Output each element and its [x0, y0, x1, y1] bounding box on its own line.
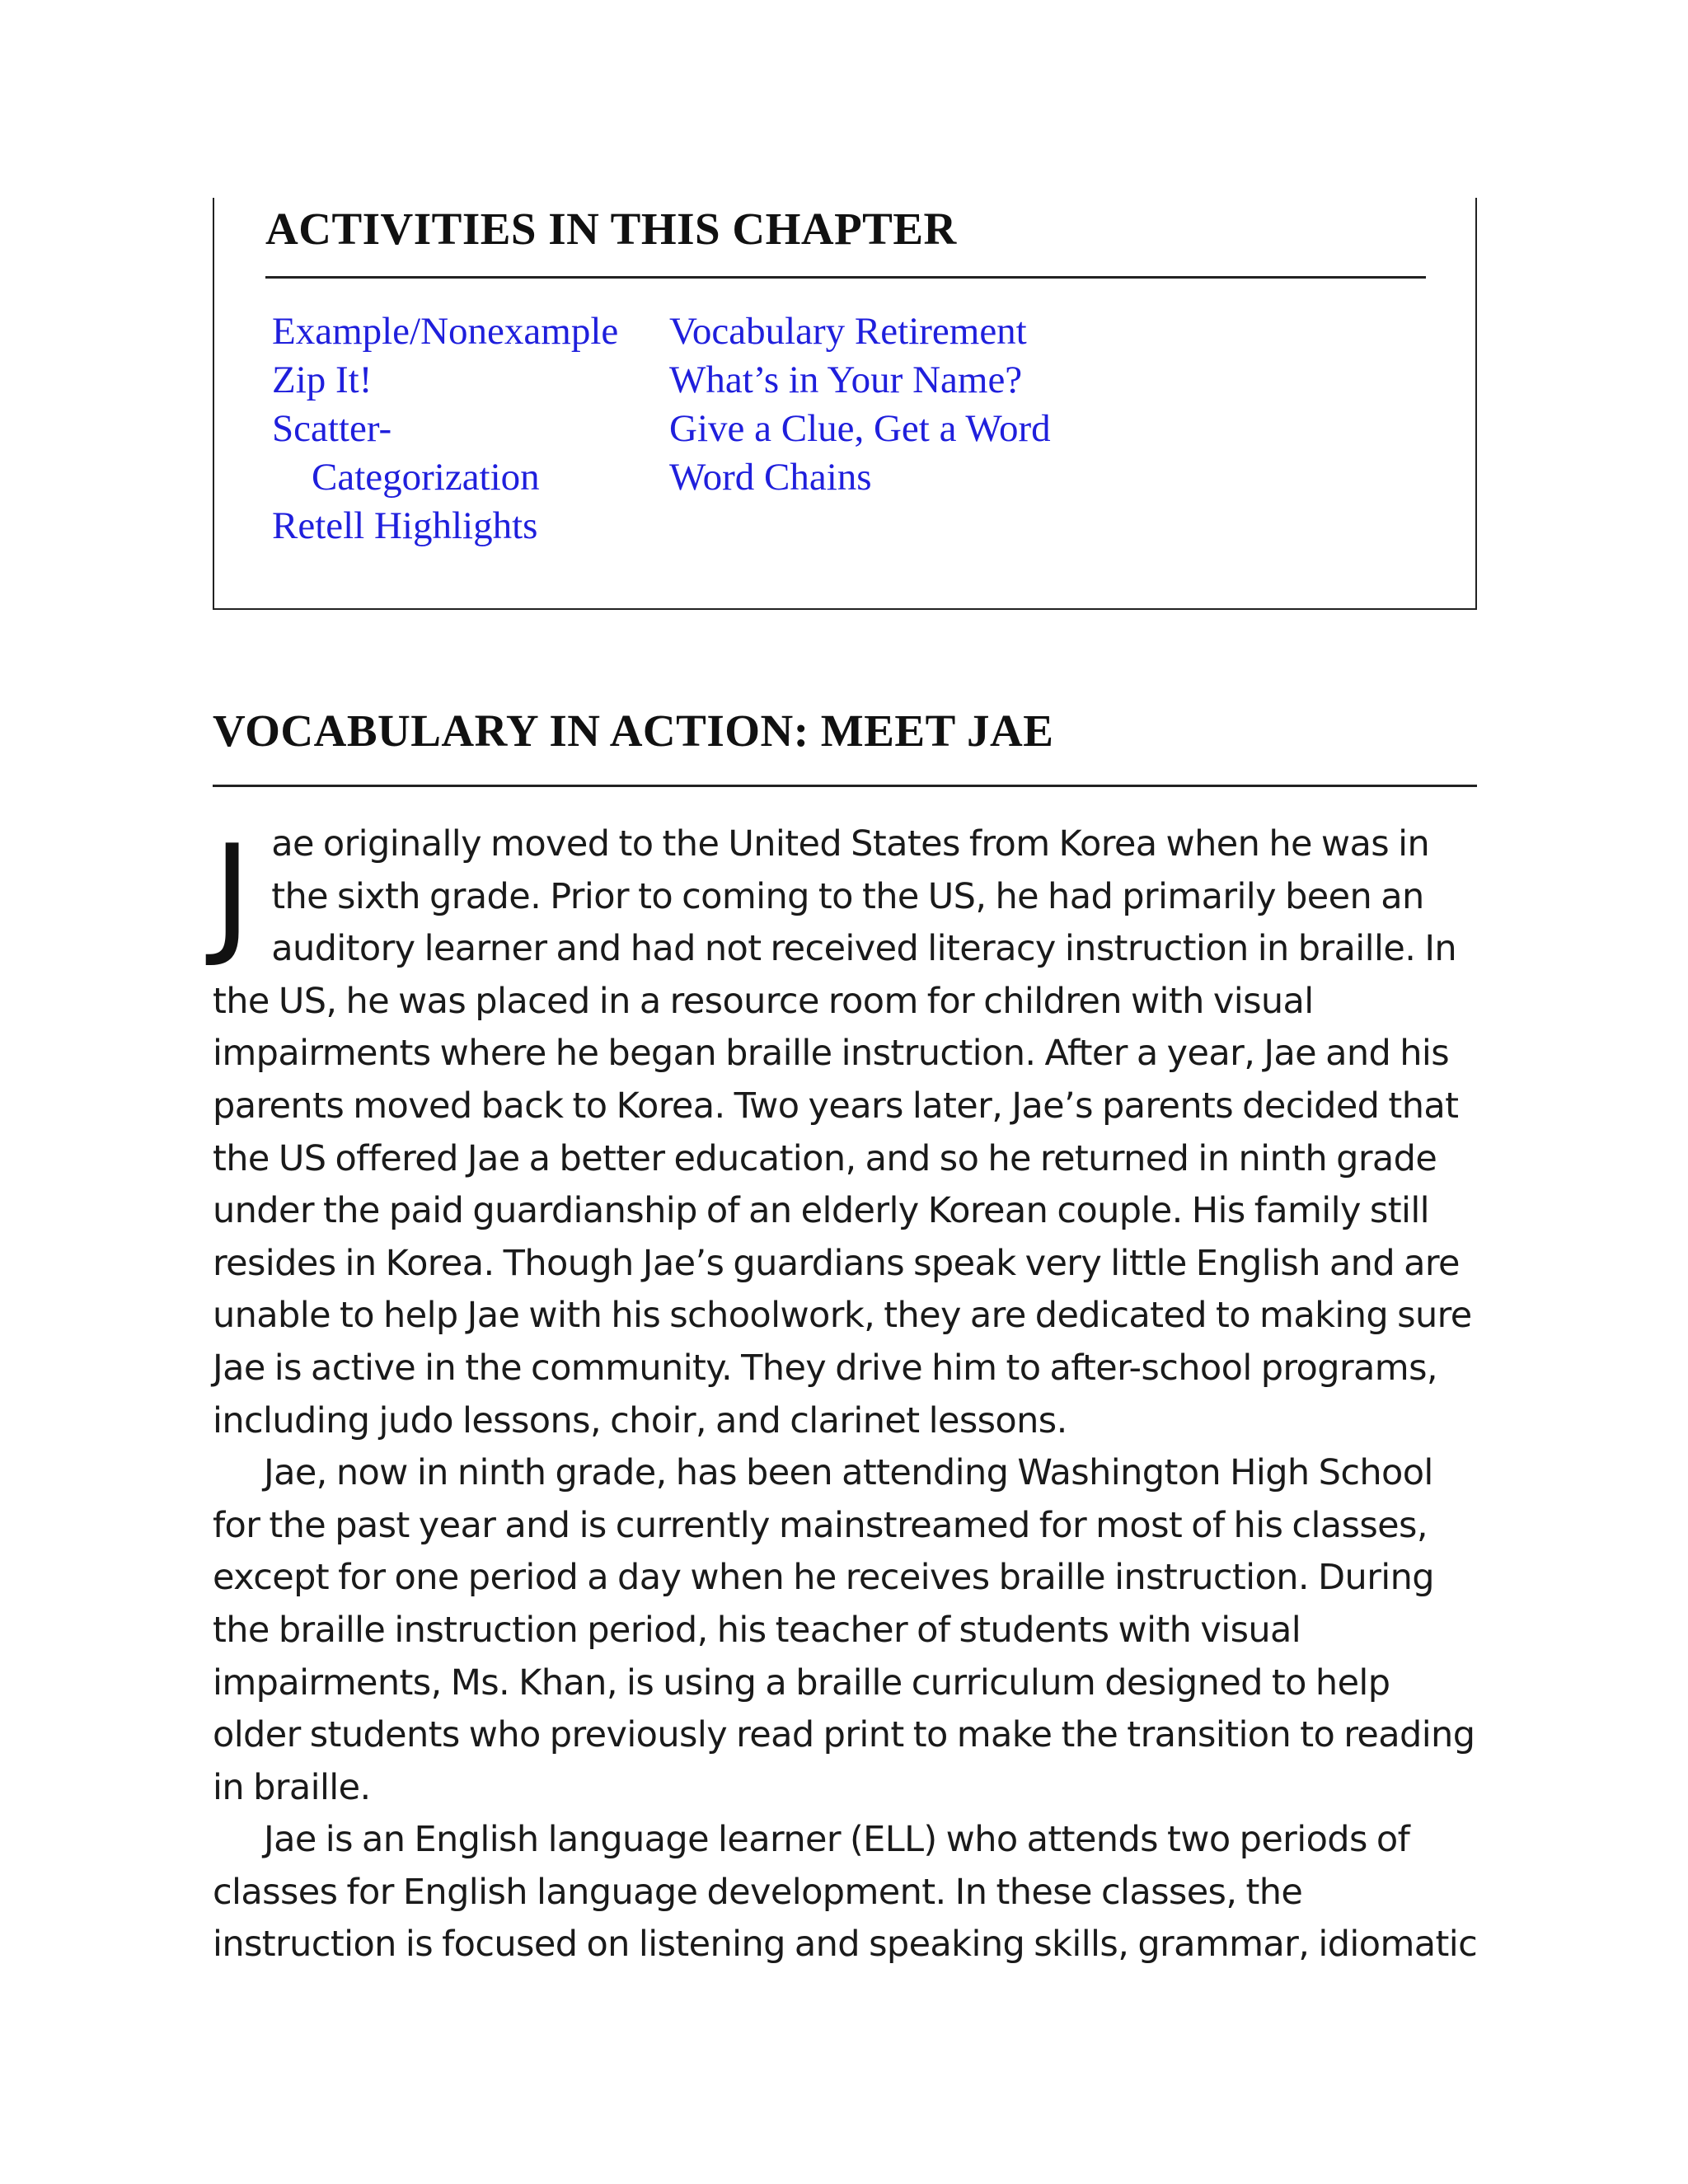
activity-link-give-a-clue[interactable] [669, 405, 1051, 453]
activity-link-label: Retell Highlights [272, 504, 538, 547]
body-text [213, 818, 1482, 1971]
activity-link-label: What’s in Your Name? [669, 359, 1023, 401]
activity-link-scatter-categorization[interactable] [272, 405, 618, 502]
activities-divider [265, 276, 1426, 279]
section-title: VOCABULARY IN ACTION: MEET JAE [213, 705, 1054, 756]
activities-box [213, 198, 1477, 610]
activity-link-label: Word Chains [669, 456, 872, 499]
activity-link-label-continued: Categorization [312, 456, 540, 499]
activity-link-example-nonexample[interactable] [272, 307, 618, 356]
activity-link-word-chains[interactable] [669, 453, 1051, 502]
activity-link-label: Example/Nonexample [272, 310, 619, 353]
activity-link-label: Vocabulary Retirement [669, 310, 1027, 353]
activity-link-zip-it[interactable] [272, 356, 618, 405]
activity-link-whats-in-your-name[interactable] [669, 356, 1051, 405]
activity-link-label: Scatter- [272, 407, 392, 450]
activity-link-retell-highlights[interactable] [272, 502, 618, 551]
activity-link-label: Give a Clue, Get a Word [669, 407, 1051, 450]
paragraph-2: Jae, now in ninth grade, has been attending Washington High School for the past year and is currently mainstreamed for most of his classes, except for one period a day when he receives braille instruction. During the braille instruction period, his teacher of students with visual impairments, Ms. Khan, is using a braille curriculum designed to help older students who previously read print to make the transition to reading in braille. [213, 1452, 1475, 1808]
paragraph-3: Jae is an English language learner (ELL) who attends two periods of classes for English language development. In these classes, the instruction is focused on listening and speaking skills, grammar, idiomatic [213, 1819, 1478, 1966]
activities-column-2 [669, 307, 1051, 502]
drop-cap: J [213, 816, 252, 970]
activity-link-vocabulary-retirement[interactable] [669, 307, 1051, 356]
paragraph-1 [213, 818, 1482, 1447]
activities-column-1 [272, 307, 618, 551]
paragraph-1-text: ae originally moved to the United States from Korea when he was in the sixth grade. Prior to coming to the US, he had primarily been an auditory learner and had not received literacy instruction in braille. In the US, he was placed in a resource room for children with visual impairments where he began braille instruction. After a year, Jae and his parents moved back to Korea. Two years later, Jae’s parents decided that the US offered Jae a better education, and so he returned in ninth grade under the paid guardianship of an elderly Korean couple. His family still resides in Korea. Though Jae’s guardians speak very little English and are unable to help Jae with his schoolwork, they are dedicated to making sure Jae is active in the community. They drive him to after-school programs, including judo lessons, choir, and clarinet lessons. [213, 823, 1472, 1441]
activity-link-label: Zip It! [272, 359, 373, 401]
activities-title: ACTIVITIES IN THIS CHAPTER [265, 204, 957, 254]
section-divider [213, 785, 1477, 787]
